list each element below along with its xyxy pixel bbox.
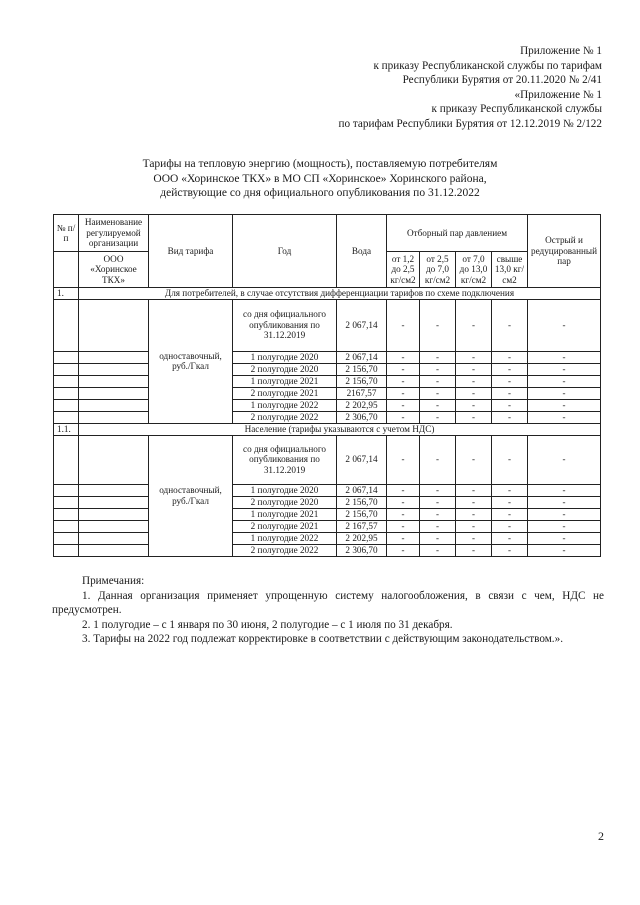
value-cell: - — [456, 508, 492, 520]
period-cell: 1 полугодие 2022 — [233, 399, 337, 411]
value-cell: - — [420, 299, 456, 351]
header-line: Приложение № 1 — [520, 45, 602, 57]
water-value: 2 156,70 — [337, 375, 387, 387]
value-cell: - — [387, 520, 420, 532]
value-cell: - — [492, 508, 528, 520]
period-cell: 1 полугодие 2020 — [233, 484, 337, 496]
water-value: 2 202,95 — [337, 399, 387, 411]
table-row — [54, 484, 601, 496]
page-number: 2 — [598, 829, 604, 843]
table-row — [54, 387, 601, 399]
notes-heading: Примечания: — [82, 575, 145, 587]
period-cell: 1 полугодие 2022 — [233, 532, 337, 544]
value-cell: - — [456, 484, 492, 496]
col-header-sharp-steam: Острый и редуцированный пар — [528, 215, 601, 288]
value-cell: - — [528, 544, 601, 556]
period-cell: 2 полугодие 2022 — [233, 411, 337, 423]
value-cell: - — [387, 544, 420, 556]
section-number: 1. — [54, 288, 79, 300]
org-name-cell: ООО «Хоринское ТКХ» — [79, 252, 149, 288]
tariff-type-cell: одноставочный, руб./Гкал — [149, 299, 233, 423]
value-cell: - — [387, 387, 420, 399]
order-header — [339, 44, 603, 131]
header-line: «Приложение № 1 — [514, 88, 602, 101]
period-cell: 2 полугодие 2020 — [233, 363, 337, 375]
table-row — [54, 532, 601, 544]
value-cell: - — [492, 532, 528, 544]
value-cell: - — [420, 544, 456, 556]
value-cell: - — [528, 399, 601, 411]
table-row — [54, 399, 601, 411]
table-row — [54, 411, 601, 423]
value-cell: - — [456, 399, 492, 411]
table-row — [54, 544, 601, 556]
water-value: 2 306,70 — [337, 544, 387, 556]
value-cell: - — [456, 544, 492, 556]
value-cell: - — [528, 411, 601, 423]
value-cell: - — [420, 520, 456, 532]
table-row — [54, 496, 601, 508]
title-line: Тарифы на тепловую энергию (мощность), поставляемую потребителям — [142, 158, 498, 170]
col-header-water: Вода — [337, 215, 387, 288]
table-row — [54, 508, 601, 520]
value-cell: - — [387, 508, 420, 520]
value-cell: - — [528, 520, 601, 532]
water-value: 2 067,14 — [337, 299, 387, 351]
col-header-year: Год — [233, 215, 337, 288]
table-row — [54, 299, 601, 351]
table-row — [54, 351, 601, 363]
value-cell: - — [387, 411, 420, 423]
value-cell: - — [387, 351, 420, 363]
value-cell: - — [492, 299, 528, 351]
period-cell: 2 полугодие 2022 — [233, 544, 337, 556]
value-cell: - — [456, 496, 492, 508]
section-number: 1.1. — [54, 423, 79, 435]
tariff-table — [53, 214, 601, 557]
water-value: 2 202,95 — [337, 532, 387, 544]
value-cell: - — [420, 399, 456, 411]
table-row — [54, 363, 601, 375]
tariff-type-cell: одноставочный, руб./Гкал — [149, 435, 233, 556]
water-value: 2 067,14 — [337, 351, 387, 363]
value-cell: - — [387, 399, 420, 411]
water-value: 2167,57 — [337, 387, 387, 399]
col-header-type: Вид тарифа — [149, 215, 233, 288]
value-cell: - — [528, 387, 601, 399]
value-cell: - — [492, 363, 528, 375]
value-cell: - — [492, 351, 528, 363]
value-cell: - — [528, 496, 601, 508]
value-cell: - — [528, 435, 601, 484]
value-cell: - — [456, 532, 492, 544]
col-header-org: Наименование регулируемой организации — [79, 215, 149, 252]
value-cell: - — [456, 520, 492, 532]
water-value: 2 167,57 — [337, 520, 387, 532]
empty-cell — [54, 252, 79, 288]
value-cell: - — [420, 351, 456, 363]
value-cell: - — [528, 363, 601, 375]
water-value: 2 156,70 — [337, 496, 387, 508]
header-line: к приказу Республиканской службы — [431, 103, 602, 115]
value-cell: - — [387, 532, 420, 544]
value-cell: - — [456, 363, 492, 375]
water-value: 2 067,14 — [337, 435, 387, 484]
value-cell: - — [387, 484, 420, 496]
value-cell: - — [456, 435, 492, 484]
value-cell: - — [420, 496, 456, 508]
title-line: действующие со дня официального опубликования по 31.12.2022 — [160, 187, 480, 199]
value-cell: - — [387, 375, 420, 387]
value-cell: - — [387, 496, 420, 508]
value-cell: - — [492, 520, 528, 532]
value-cell: - — [420, 532, 456, 544]
value-cell: - — [492, 411, 528, 423]
header-line: по тарифам Республики Бурятия от 12.12.2019 № 2/122 — [338, 117, 602, 130]
water-value: 2 156,70 — [337, 508, 387, 520]
document-title — [0, 157, 640, 201]
value-cell: - — [492, 435, 528, 484]
period-cell: 1 полугодие 2020 — [233, 351, 337, 363]
header-line: к приказу Республиканской службы по тарифам — [373, 59, 602, 72]
section-title: Для потребителей, в случае отсутствия дифференциации тарифов по схеме подключения — [79, 288, 601, 300]
value-cell: - — [420, 387, 456, 399]
value-cell: - — [420, 375, 456, 387]
table-row — [54, 375, 601, 387]
value-cell: - — [528, 351, 601, 363]
value-cell: - — [528, 532, 601, 544]
col-header-num: № п/п — [54, 215, 79, 252]
value-cell: - — [420, 508, 456, 520]
value-cell: - — [528, 375, 601, 387]
note-item: 2. 1 полугодие – с 1 января по 30 июня, 2 полугодие – с 1 июля по 31 декабря. — [82, 618, 453, 631]
water-value: 2 306,70 — [337, 411, 387, 423]
value-cell: - — [387, 435, 420, 484]
value-cell: - — [420, 484, 456, 496]
col-header-pressure: от 2,5 до 7,0 кг/см2 — [420, 252, 456, 288]
value-cell: - — [456, 387, 492, 399]
period-cell: со дня официального опубликования по 31.12.2019 — [233, 435, 337, 484]
value-cell: - — [492, 544, 528, 556]
col-header-pressure: свыше 13,0 кг/см2 — [492, 252, 528, 288]
period-cell: 1 полугодие 2021 — [233, 508, 337, 520]
value-cell: - — [528, 508, 601, 520]
section-title: Население (тарифы указываются с учетом НДС) — [79, 423, 601, 435]
header-line: Республики Бурятия от 20.11.2020 № 2/41 — [402, 74, 602, 86]
value-cell: - — [492, 484, 528, 496]
value-cell: - — [420, 411, 456, 423]
period-cell: 2 полугодие 2020 — [233, 496, 337, 508]
table-row — [54, 520, 601, 532]
value-cell: - — [456, 375, 492, 387]
value-cell: - — [528, 299, 601, 351]
water-value: 2 156,70 — [337, 363, 387, 375]
value-cell: - — [528, 484, 601, 496]
col-header-pressure: от 1,2 до 2,5 кг/см2 — [387, 252, 420, 288]
value-cell: - — [456, 351, 492, 363]
value-cell: - — [456, 299, 492, 351]
value-cell: - — [492, 399, 528, 411]
value-cell: - — [492, 375, 528, 387]
note-item: 1. Данная организация применяет упрощенную систему налогообложения, в связи с чем, НДС не предусмотрен. — [52, 589, 604, 617]
value-cell: - — [420, 435, 456, 484]
value-cell: - — [492, 496, 528, 508]
notes-block — [52, 574, 604, 647]
table-row — [54, 435, 601, 484]
value-cell: - — [420, 363, 456, 375]
period-cell: со дня официального опубликования по 31.12.2019 — [233, 299, 337, 351]
col-header-pressure: от 7,0 до 13,0 кг/см2 — [456, 252, 492, 288]
col-header-steam: Отборный пар давлением — [387, 215, 528, 252]
value-cell: - — [387, 299, 420, 351]
title-line: ООО «Хоринское ТКХ» в МО СП «Хоринское» Хоринского района, — [153, 172, 487, 185]
period-cell: 1 полугодие 2021 — [233, 375, 337, 387]
value-cell: - — [456, 411, 492, 423]
period-cell: 2 полугодие 2021 — [233, 520, 337, 532]
water-value: 2 067,14 — [337, 484, 387, 496]
value-cell: - — [387, 363, 420, 375]
note-item: 3. Тарифы на 2022 год подлежат корректировке в соответствии с действующим законодательством.». — [82, 633, 563, 646]
period-cell: 2 полугодие 2021 — [233, 387, 337, 399]
value-cell: - — [492, 387, 528, 399]
